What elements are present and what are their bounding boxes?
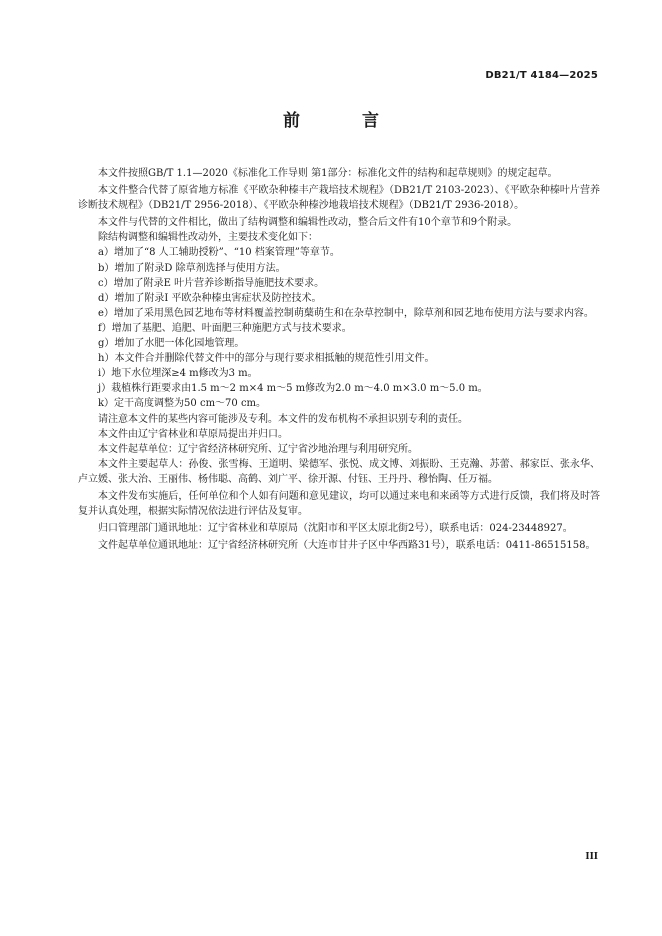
paragraph-drafters: 本文件主要起草人：孙俊、张雪梅、王道明、梁德军、张悦、成文博、刘振盼、王克瀚、苏蕾、郝家臣、张永华、卢立媛、张大治、王丽伟、杨伟聪、高鹤、刘广平、徐开源、付钰、王丹丹、穆怡陶、任万福。 — [78, 458, 600, 485]
list-item: b）增加了附录D 除草剂选择与使用方法。 — [98, 262, 286, 274]
page-number: III — [585, 852, 598, 862]
list-item: f）增加了基肥、追肥、叶面肥三种施肥方式与技术要求。 — [98, 322, 352, 334]
standard-code: DB21/T 4184—2025 — [485, 70, 598, 81]
list-item: d）增加了附录I 平欧杂种榛虫害症状及防控技术。 — [98, 292, 322, 304]
paragraph-patent-notice: 请注意本文件的某些内容可能涉及专利。本文件的发布机构不承担识别专利的责任。 — [98, 413, 468, 425]
foreword-body — [78, 166, 600, 553]
list-item: j）栽植株行距要求由1.5 m～2 m×4 m～5 m修改为2.0 m～4.0 m×3.0 m～5.0 m。 — [98, 383, 488, 395]
paragraph-drafting-units: 本文件起草单位：辽宁省经济林研究所、辽宁省沙地治理与利用研究所。 — [98, 443, 418, 455]
paragraph-changes-intro: 除结构调整和编辑性改动外，主要技术变化如下： — [98, 232, 318, 244]
list-item: k）定干高度调整为50 cm～70 cm。 — [98, 398, 267, 410]
paragraph-comparison: 本文件与代替的文件相比，做出了结构调整和编辑性改动，整合后文件有10个章节和9个附录。 — [98, 217, 518, 229]
paragraph-replaced-standards: 本文件整合代替了原省地方标准《平欧杂种榛丰产栽培技术规程》（DB21/T 2103-2023）、《平欧杂种榛叶片营养诊断技术规程》（DB21/T 2956-2018）、《平欧杂种榛沙地栽培技术规程》（DB21/T 2936-2018）。 — [78, 185, 600, 212]
list-item: e）增加了采用黑色园艺地布等材料覆盖控制萌蘖萌生和在杂草控制中，除草剂和园艺地布使用方法与要求内容。 — [98, 307, 594, 319]
list-item: i）地下水位埋深≥4 m修改为3 m。 — [98, 368, 258, 380]
paragraph-feedback: 本文件发布实施后，任何单位和个人如有问题和意见建议，均可以通过来电和来函等方式进行反馈，我们将及时答复并认真处理，根据实际情况依法进行评估及复审。 — [78, 490, 600, 518]
paragraph-proposer: 本文件由辽宁省林业和草原局提出并归口。 — [98, 428, 288, 440]
page-title: 前 言 — [283, 111, 407, 131]
paragraph-drafter-address: 文件起草单位通讯地址：辽宁省经济林研究所（大连市甘井子区中华西路31号），联系电话：0411-86515158。 — [98, 540, 596, 552]
list-item: h）本文件合并删除代替文件中的部分与现行要求相抵触的规范性引用文件。 — [98, 353, 435, 365]
list-item: a）增加了“8 人工辅助授粉”、“10 档案管理”等章节。 — [98, 247, 340, 259]
changes-list — [78, 245, 600, 411]
paragraph-basis: 本文件按照GB/T 1.1—2020《标准化工作导则 第1部分：标准化文件的结构和起草规则》的规定起草。 — [98, 168, 558, 179]
list-item: g）增加了水肥一体化园地管理。 — [98, 338, 245, 350]
list-item: c）增加了附录E 叶片营养诊断指导施肥技术要求。 — [98, 277, 325, 289]
paragraph-admin-address: 归口管理部门通讯地址：辽宁省林业和草原局（沈阳市和平区太原北街2号），联系电话：024-23448927。 — [98, 523, 573, 535]
